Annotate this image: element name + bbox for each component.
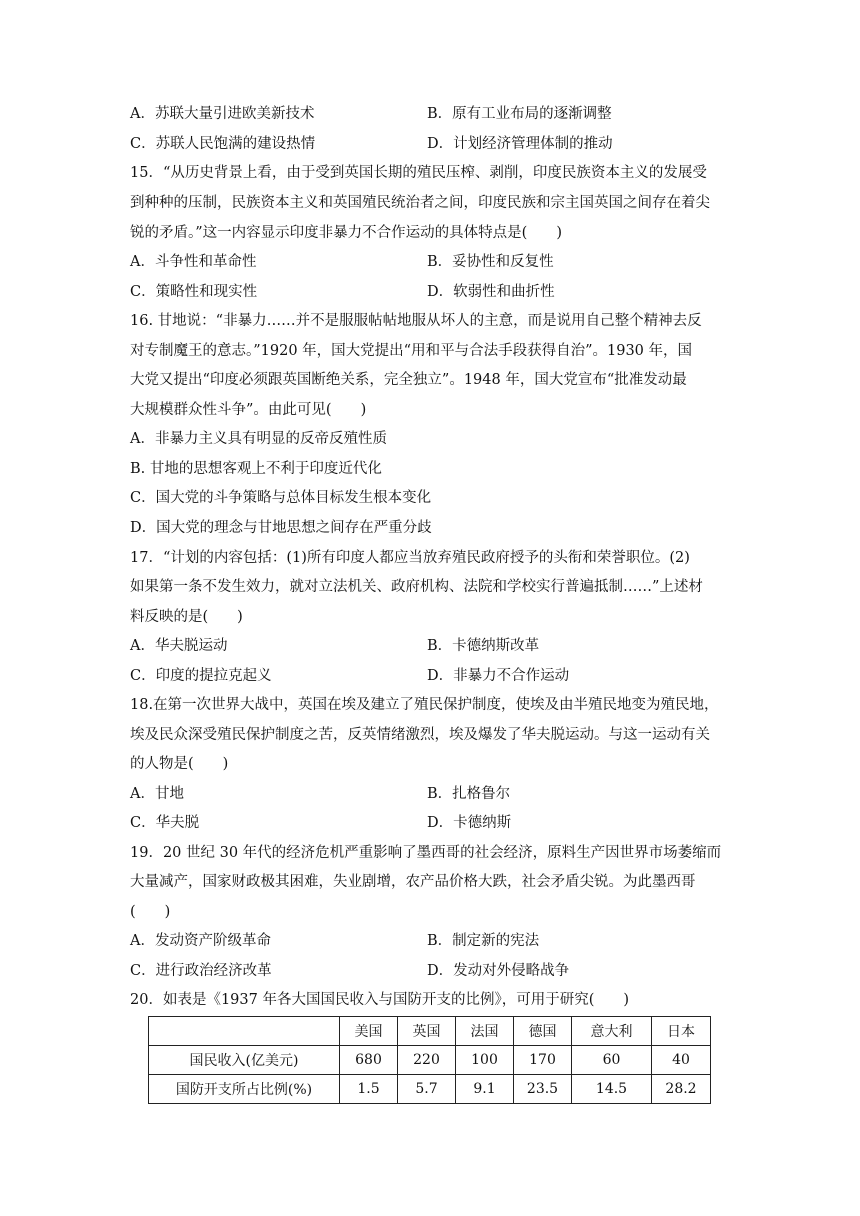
q19-stem-line-2: 大量减产，国家财政极其困难，失业剧增，农产品价格大跌，社会矛盾尖锐。为此墨西哥	[130, 874, 696, 890]
q14-options-row-2	[130, 134, 750, 154]
q17-stem-line-2: 如果第一条不发生效力，就对立法机关、政府机构、法院和学校实行普遍抵制……”上述材	[130, 579, 703, 595]
table-header-cell: 英国	[398, 1017, 456, 1046]
table-header-cell: 日本	[652, 1017, 711, 1046]
q17-option-a: A．华夫脱运动	[130, 638, 228, 654]
q16-option-a: A．非暴力主义具有明显的反帝反殖性质	[130, 431, 387, 447]
table-header-cell: 德国	[514, 1017, 572, 1046]
q19-options-row-2	[130, 961, 750, 981]
table-cell: 1.5	[340, 1075, 398, 1104]
table-header-cell	[149, 1017, 340, 1046]
q16-option-d: D．国大党的理念与甘地思想之间存在严重分歧	[130, 520, 432, 536]
q19-options-row-1	[130, 931, 750, 951]
table-row-label: 国民收入(亿美元)	[149, 1046, 340, 1075]
q15-stem-line-2: 到种种的压制，民族资本主义和英国殖民统治者之间，印度民族和宗主国英国之间存在着尖	[130, 195, 710, 211]
q17-option-d: D．非暴力不合作运动	[427, 668, 570, 684]
table-row	[149, 1046, 711, 1075]
q18-options-row-2	[130, 813, 750, 833]
q18-option-c: C．华夫脱	[130, 815, 200, 831]
q17-options-row-1	[130, 636, 750, 656]
q17-stem-line-3: 料反映的是( )	[130, 609, 243, 625]
q17-option-c: C．印度的提拉克起义	[130, 668, 272, 684]
table-header-cell: 法国	[456, 1017, 514, 1046]
table-cell: 23.5	[514, 1075, 572, 1104]
q17-options-row-2	[130, 666, 750, 686]
table-header-cell: 美国	[340, 1017, 398, 1046]
q18-option-b: B．扎格鲁尔	[427, 786, 511, 802]
q18-stem-line-3: 的人物是( )	[130, 756, 229, 772]
q18-stem-line-1: 18.在第一次世界大战中，英国在埃及建立了殖民保护制度，使埃及由半殖民地变为殖民地，	[130, 697, 719, 713]
table-cell: 170	[514, 1046, 572, 1075]
q14-option-b: B．原有工业布局的逐渐调整	[427, 106, 612, 122]
q19-option-d: D．发动对外侵略战争	[427, 963, 570, 979]
table-cell: 5.7	[398, 1075, 456, 1104]
q19-stem-line-1: 19．20 世纪 30 年代的经济危机严重影响了墨西哥的社会经济，原料生产因世界市场萎缩而	[130, 845, 722, 861]
q19-stem-line-3: ( )	[130, 904, 171, 920]
table-header-cell: 意大利	[572, 1017, 652, 1046]
q15-option-b: B．妥协性和反复性	[427, 254, 554, 270]
q15-options-row-1	[130, 252, 750, 272]
table-row-label: 国防开支所占比例(%)	[149, 1075, 340, 1104]
q16-stem-line-3: 大党又提出“印度必须跟英国断绝关系，完全独立”。1948 年，国大党宣布“批准发动最	[130, 372, 687, 388]
q17-stem-line-1: 17．“计划的内容包括：(1)所有印度人都应当放弃殖民政府授予的头衔和荣誉职位。(2)	[130, 550, 690, 566]
q20-data-table	[148, 1016, 711, 1104]
q18-option-d: D．卡德纳斯	[427, 815, 512, 831]
q18-options-row-1	[130, 784, 750, 804]
q16-stem-line-2: 对专制魔王的意志。”1920 年，国大党提出“用和平与合法手段获得自治”。1930 年，国	[130, 343, 693, 359]
q15-option-c: C．策略性和现实性	[130, 284, 258, 300]
q19-option-b: B．制定新的宪法	[427, 933, 540, 949]
q19-option-c: C．进行政治经济改革	[130, 963, 272, 979]
table-cell: 9.1	[456, 1075, 514, 1104]
q16-option-c: C．国大党的斗争策略与总体目标发生根本变化	[130, 490, 432, 506]
q14-option-a: A．苏联大量引进欧美新技术	[130, 106, 315, 122]
table-header-row	[149, 1017, 711, 1046]
table-cell: 14.5	[572, 1075, 652, 1104]
q14-option-d: D．计划经济管理体制的推动	[427, 136, 613, 152]
q14-options-row-1	[130, 104, 750, 124]
q14-option-c: C．苏联人民饱满的建设热情	[130, 136, 316, 152]
q19-option-a: A．发动资产阶级革命	[130, 933, 271, 949]
table-cell: 100	[456, 1046, 514, 1075]
q18-option-a: A．甘地	[130, 786, 184, 802]
q20-stem: 20．如表是《1937 年各大国国民收入与国防开支的比例》，可用于研究( )	[130, 992, 630, 1008]
table-cell: 28.2	[652, 1075, 711, 1104]
table-row	[149, 1075, 711, 1104]
q16-stem-line-1: 16. 甘地说：“非暴力……并不是服服帖帖地服从坏人的主意，而是说用自己整个精神去反	[130, 313, 702, 329]
table-cell: 60	[572, 1046, 652, 1075]
q15-stem-line-3: 锐的矛盾。”这一内容显示印度非暴力不合作运动的具体特点是( )	[130, 225, 562, 241]
q15-option-d: D．软弱性和曲折性	[427, 284, 555, 300]
q16-stem-line-4: 大规模群众性斗争”。由此可见( )	[130, 402, 367, 418]
table-cell: 680	[340, 1046, 398, 1075]
q16-option-b: B. 甘地的思想客观上不利于印度近代化	[130, 461, 382, 477]
table-cell: 40	[652, 1046, 711, 1075]
q15-stem-line-1: 15．“从历史背景上看，由于受到英国长期的殖民压榨、剥削，印度民族资本主义的发展受	[130, 165, 707, 181]
table-cell: 220	[398, 1046, 456, 1075]
q15-option-a: A．斗争性和革命性	[130, 254, 257, 270]
q15-options-row-2	[130, 282, 750, 302]
q18-stem-line-2: 埃及民众深受殖民保护制度之苦，反英情绪激烈，埃及爆发了华夫脱运动。与这一运动有关	[130, 727, 710, 743]
q17-option-b: B．卡德纳斯改革	[427, 638, 540, 654]
